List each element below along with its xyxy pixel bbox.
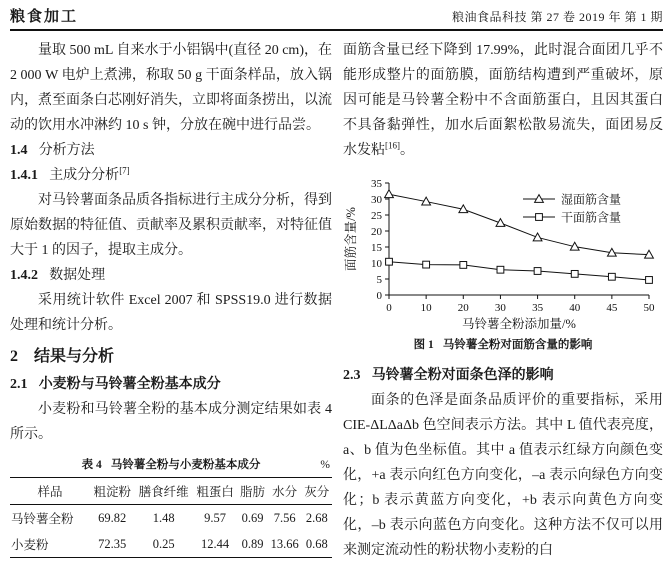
heading-2-results [10,342,332,372]
column-header: 粗淀粉 [93,485,131,499]
cell-value: 0.89 [241,536,264,551]
cell-value: 1.48 [152,510,175,525]
cell-value: 2.68 [305,510,328,525]
heading-2-1 [10,372,332,397]
cell-value: 72.35 [98,536,127,551]
svg-text:面筋含量/%: 面筋含量/% [344,207,358,271]
svg-text:35: 35 [371,178,382,190]
left-column [10,38,332,558]
column-header: 水分 [272,485,298,499]
column-header: 膳食纤维 [138,485,189,499]
heading-number: 2.1 [10,377,28,392]
cell-value: 12.44 [201,536,230,551]
paragraph-software: 采用统计软件 Excel 2007 和 SPSS19.0 进行数据处理和统计分析。 [10,293,332,333]
running-header [10,5,663,26]
heading-title: 分析方法 [38,143,95,158]
figure-number: 图 1 [413,339,434,351]
cell-value: 13.66 [270,536,299,551]
cell-value: 0.69 [241,510,264,525]
cell-value: 7.56 [273,510,296,525]
table-caption [10,457,332,473]
svg-text:50: 50 [643,302,655,314]
cell-sample: 马铃薯全粉 [11,512,74,526]
figure-title: 马铃薯全粉对面筋含量的影响 [442,339,593,351]
svg-text:45: 45 [606,302,618,314]
svg-text:25: 25 [371,210,382,222]
paragraph-pca: 对马铃薯面条品质各指标进行主成分分析，得到原始数据的特征值、贡献率及累积贡献率，对特征值大于 1 的因子，提取主成分。 [10,193,332,258]
heading-2-3 [343,363,663,388]
table-row [10,531,332,558]
svg-text:10: 10 [420,302,432,314]
heading-title: 马铃薯全粉对面条色泽的影响 [371,368,554,383]
table-unit: % [320,459,330,471]
column-header: 灰分 [304,485,330,499]
heading-number: 1.4.1 [10,168,38,183]
table-4-composition [10,477,332,558]
svg-text:20: 20 [371,226,382,238]
svg-text:马铃薯全粉添加量/%: 马铃薯全粉添加量/% [462,317,576,331]
section-title: 粮食加工 [10,8,79,25]
table-number: 表 4 [81,459,102,471]
heading-1-4 [10,138,332,163]
gluten-content-line-chart [343,175,661,333]
cell-sample: 小麦粉 [11,538,49,552]
heading-title: 数据处理 [49,268,106,283]
paragraph-table-intro: 小麦粉和马铃薯全粉的基本成分测定结果如表 4 所示。 [10,402,332,442]
svg-text:5: 5 [376,274,382,286]
header-rule [10,29,663,31]
svg-text:35: 35 [532,302,544,314]
cell-value: 69.82 [98,510,127,525]
table-title: 马铃薯全粉与小麦粉基本成分 [110,459,261,471]
heading-number: 2 [10,348,18,365]
svg-text:干面筋含量: 干面筋含量 [561,210,622,225]
heading-title: 主成分分析 [49,168,120,183]
table-header-row [10,478,332,505]
citation-ref-16: [16] [385,140,400,151]
cell-value: 0.68 [305,536,328,551]
figure-caption [343,337,663,353]
column-header: 样品 [37,485,63,499]
svg-text:10: 10 [371,258,382,270]
figure-1 [343,175,663,353]
right-column [343,38,663,563]
heading-number: 1.4 [10,143,28,158]
paragraph-gluten-discussion [343,38,663,163]
table-row [10,505,332,532]
heading-number: 1.4.2 [10,268,38,283]
citation-ref-7: [7] [119,165,130,176]
svg-text:40: 40 [569,302,581,314]
svg-text:0: 0 [386,302,392,314]
svg-text:15: 15 [371,242,382,254]
svg-text:30: 30 [371,194,382,206]
svg-text:30: 30 [494,302,506,314]
heading-1-4-2 [10,263,332,288]
column-header: 脂肪 [240,485,266,499]
column-header: 粗蛋白 [196,485,234,499]
heading-1-4-1 [10,163,332,188]
cell-value: 9.57 [204,510,227,525]
heading-number: 2.3 [343,368,361,383]
paragraph-text-end: 。 [400,143,414,158]
cell-value: 0.25 [152,536,175,551]
svg-text:湿面筋含量: 湿面筋含量 [561,192,622,207]
heading-title: 小麦粉与马铃薯全粉基本成分 [38,377,221,392]
paragraph-color-method: 面条的色泽是面条品质评价的重要指标，采用 CIE-ΔLΔaΔb 色空间表示方法。其中 L 值代表亮度，a、b 值为色坐标值。其中 a 值表示红绿方向颜色变化，+a 表示向红色方向变化，–a 表示向绿色方向变化；b 表示黄蓝方向变化，+b 表示向黄色方向变化，–b 表示向蓝色方向变化。这种方法不仅可以用来测定流动性的粉状物小麦粉的白 [343,393,663,558]
paragraph-cooking-method: 量取 500 mL 自来水于小铝锅中(直径 20 cm)，在 2 000 W 电炉上煮沸，称取 50 g 干面条样品，放入锅内，煮至面条白芯刚好消失，立即将面条捞出，以流动的饮用水冲淋约 10 s 钟，分放在碗中进行品尝。 [10,43,332,133]
svg-text:20: 20 [457,302,469,314]
paragraph-text: 面筋含量已经下降到 17.99%，此时混合面团几乎不能形成整片的面筋膜，面筋结构遭到严重破坏，原因可能是马铃薯全粉中不含面筋蛋白，且因其蛋白不具备黏弹性，加水后面絮松散易流失，面团易反水发粘 [343,43,663,158]
journal-issue-info: 粮油食品科技 第 27 卷 2019 年 第 1 期 [451,10,663,24]
svg-text:0: 0 [376,290,382,302]
heading-title: 结果与分析 [34,348,115,365]
